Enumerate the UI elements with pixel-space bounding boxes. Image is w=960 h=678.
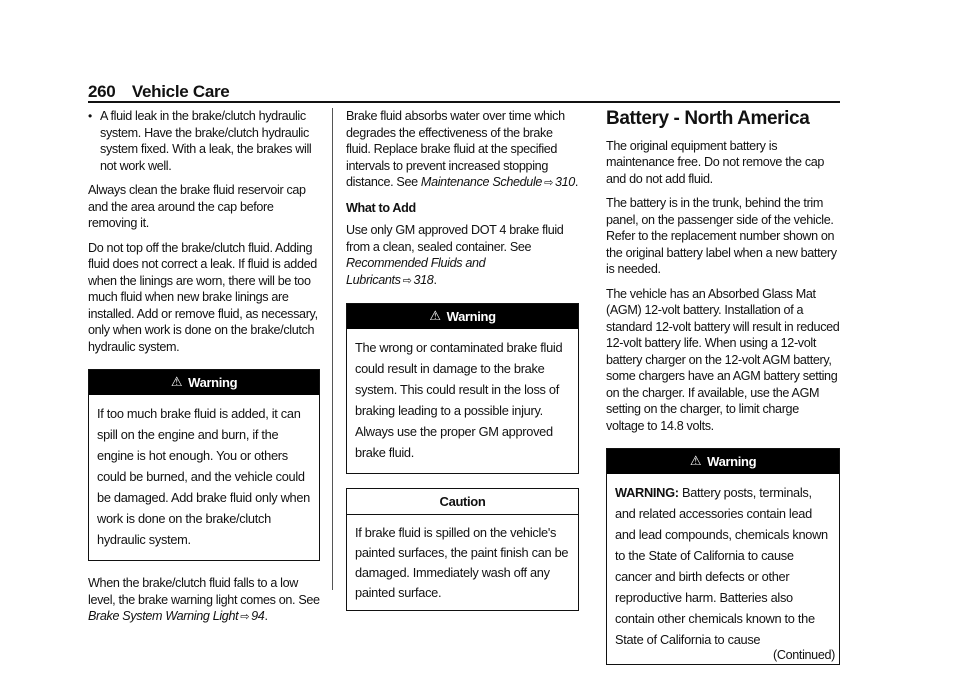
warning-triangle-icon: ⚠ [170,374,183,389]
warning-header [607,449,839,474]
cross-reference-link[interactable] [421,175,575,189]
column-divider [332,108,333,590]
page-number: 260 [88,82,116,101]
paragraph [346,108,579,192]
continued-label: (Continued) [607,647,839,665]
paragraph: Do not top off the brake/clutch fluid. Adding fluid does not correct a leak. If fluid is added when the linings are worn, there will be too much fluid when new brake linings are installed. Add or remove fluid, as necessary, only when work is done on the brake/clutch hydraulic system. [88,240,318,354]
paragraph: The original equipment battery is maintenance free. Do not remove the cap and do not add fluid. [606,138,825,186]
section-heading: Battery - North America [606,108,810,129]
warning-title: Warning [446,309,496,324]
paragraph-text: When the brake/clutch fluid falls to a low level, the brake warning light comes on. See [88,576,320,607]
warning-title: Warning [707,454,757,469]
left-column [88,108,320,634]
reference-page: 94 [251,609,265,623]
page-arrow-icon: ⇨ [240,611,250,623]
warning-box [88,369,320,561]
cross-reference-link[interactable] [88,609,264,623]
page-header [88,82,840,102]
reference-title: Brake System Warning Light [88,609,239,623]
reference-page: 310 [554,175,575,189]
cross-reference-link[interactable] [346,256,485,287]
punctuation: . [264,609,268,623]
caution-box [346,488,579,611]
paragraph-text: Brake fluid absorbs water over time which degrades the effectiveness of the brake fluid. Replace brake fluid at the specified intervals to prevent increased stopping distance. See [346,109,565,189]
warning-text: If too much brake fluid is added, it can spill on the engine and burn, if the engine is hot enough. You or others could be burned, and the vehicle could be damaged. Add brake fluid only when work is done on the brake/clutch hydraulic system. [97,406,311,547]
caution-title: Caution [347,489,578,515]
page-arrow-icon: ⇨ [402,274,412,287]
middle-column [346,108,579,625]
warning-title: Warning [188,375,238,390]
reference-title: Recommended Fluids and Lubricants [346,256,486,287]
header-rule [88,101,840,103]
right-column [606,108,840,665]
paragraph: Always clean the brake fluid reservoir cap and the area around the cap before removing it. [88,183,306,230]
caution-text: If brake fluid is spilled on the vehicle's painted surfaces, the paint finish can be damaged. Immediately wash off any painted surface. [355,525,569,600]
warning-header [347,304,578,329]
list-item: • A fluid leak in the brake/clutch hydraulic system. Have the brake/clutch hydraulic system fixed. With a leak, the brakes will not work well. [88,108,320,174]
warning-text: Battery posts, terminals, and related accessories contain lead and lead compounds, chemicals known to the State of California to cause cancer and birth defects or other reproductive harm. Batteries also contain other chemicals known to the State of California to cause [615,485,828,647]
reference-page: 318 [413,272,434,287]
warning-text: The wrong or contaminated brake fluid could result in damage to the brake system. This could result in the loss of braking leading to a possible injury. Always use the proper GM approved brake fluid. [355,340,563,460]
warning-body [607,474,839,650]
section-title: Vehicle Care [131,82,230,101]
warning-triangle-icon: ⚠ [689,453,702,468]
warning-box [346,303,579,474]
paragraph: The vehicle has an Absorbed Glass Mat (AGM) 12-volt battery. Installation of a standard 12-volt battery will result in reduced 12-volt battery life. When using a 12-volt battery charger on the 12-volt AGM battery, some chargers have an AGM battery setting on the charger. If available, use the AGM setting on the charger, to limit charge voltage to 14.8 volts. [606,286,840,433]
warning-box [606,448,840,665]
paragraph: The battery is in the trunk, behind the trim panel, on the passenger side of the vehicle. Refer to the replacement number shown on the original battery label when a new battery is needed. [606,196,837,276]
paragraph [346,222,579,289]
punctuation: . [433,272,437,287]
paragraph-text: Use only GM approved DOT 4 brake fluid from a clean, sealed container. See [346,223,564,254]
warning-triangle-icon: ⚠ [429,308,441,323]
warning-label: WARNING: [615,485,679,500]
paragraph [88,575,320,626]
subheading: What to Add [346,200,416,215]
reference-title: Maintenance Schedule [420,175,543,189]
page-arrow-icon: ⇨ [544,177,553,189]
punctuation: . [574,175,579,189]
warning-header [89,370,319,395]
